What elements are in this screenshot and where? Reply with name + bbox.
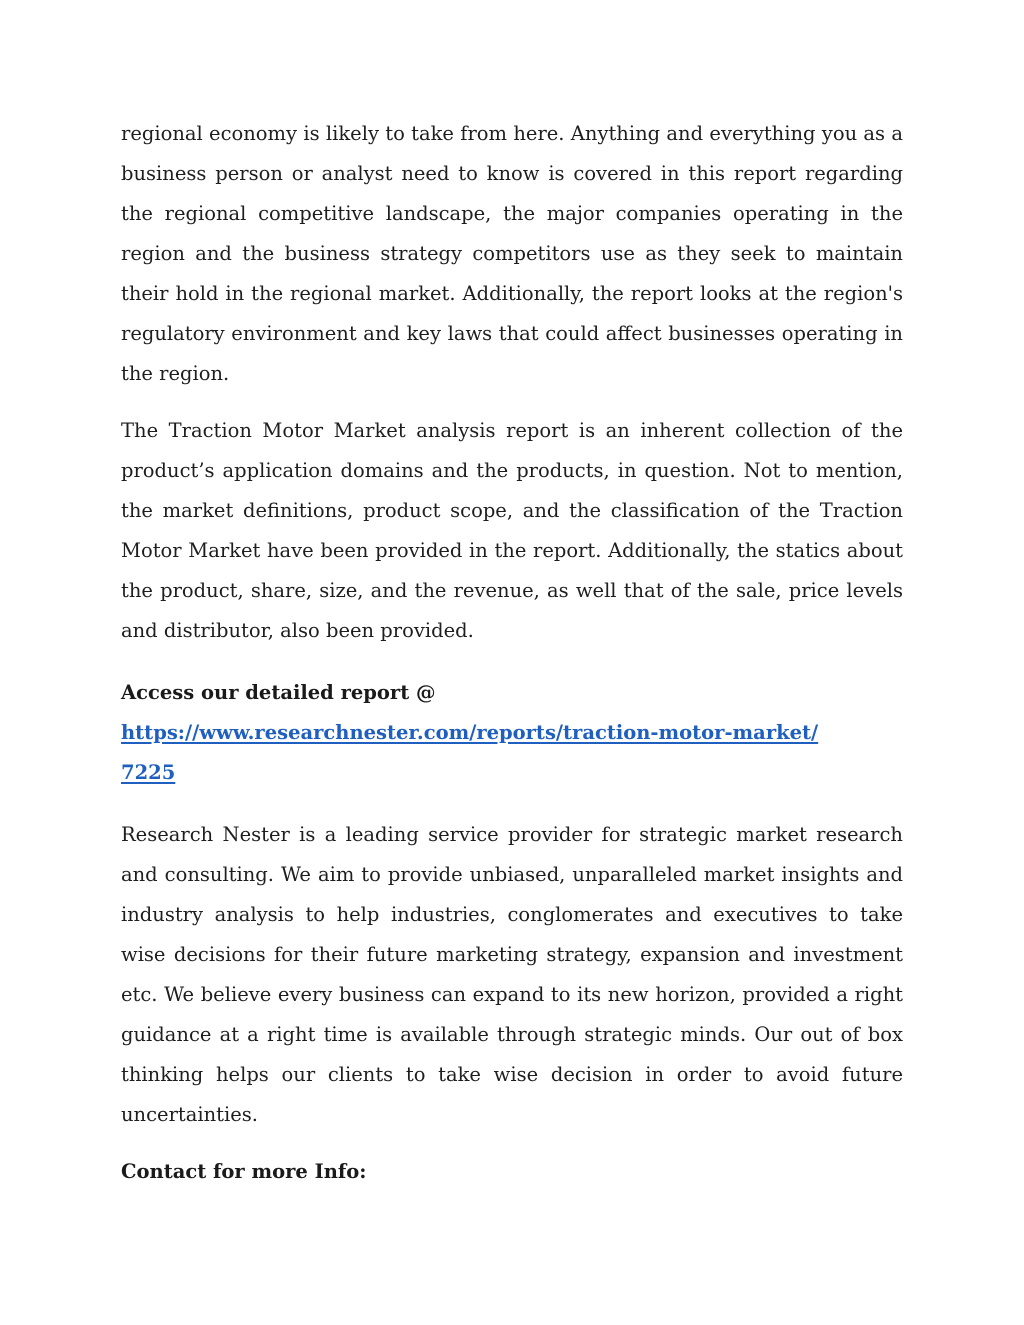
paragraph-about-research-nester: Research Nester is a leading service provider for strategic market research and consulting. We aim to provide unbiased, unparalleled market insights and industry analysis to help industries, conglomerates and executives to take wise decisions for their future marketing strategy, expansion and investment etc. We believe every business can expand to its new horizon, provided a right guidance at a right time is available through strategic minds. Our out of box thinking helps our clients to take wise decision in order to avoid future uncertainties. <box>121 823 903 1126</box>
paragraph-traction-motor-report: The Traction Motor Market analysis report is an inherent collection of the product’s application domains and the products, in question. Not to mention, the market definitions, product scope, and the classification of the Traction Motor Market have been provided in the report. Additionally, the statics about the product, share, size, and the revenue, as well that of the sale, price levels and distributor, also been provided. <box>121 419 903 642</box>
spacer <box>121 793 903 815</box>
document-page <box>121 114 903 1192</box>
spacer <box>121 1135 903 1152</box>
report-link[interactable]: https://www.researchnester.com/reports/traction-motor-market/7225 <box>121 721 819 784</box>
paragraph-regional-economy: regional economy is likely to take from here. Anything and everything you as a business person or analyst need to know is covered in this report regarding the regional competitive landscape, the major companies operating in the region and the business strategy competitors use as they seek to maintain their hold in the regional market. Additionally, the report looks at the region's regulatory environment and key laws that could affect businesses operating in the region. <box>121 122 903 385</box>
contact-heading: Contact for more Info: <box>121 1160 367 1183</box>
spacer <box>121 651 903 673</box>
access-report-heading: Access our detailed report @ <box>121 681 436 704</box>
spacer <box>121 394 903 411</box>
